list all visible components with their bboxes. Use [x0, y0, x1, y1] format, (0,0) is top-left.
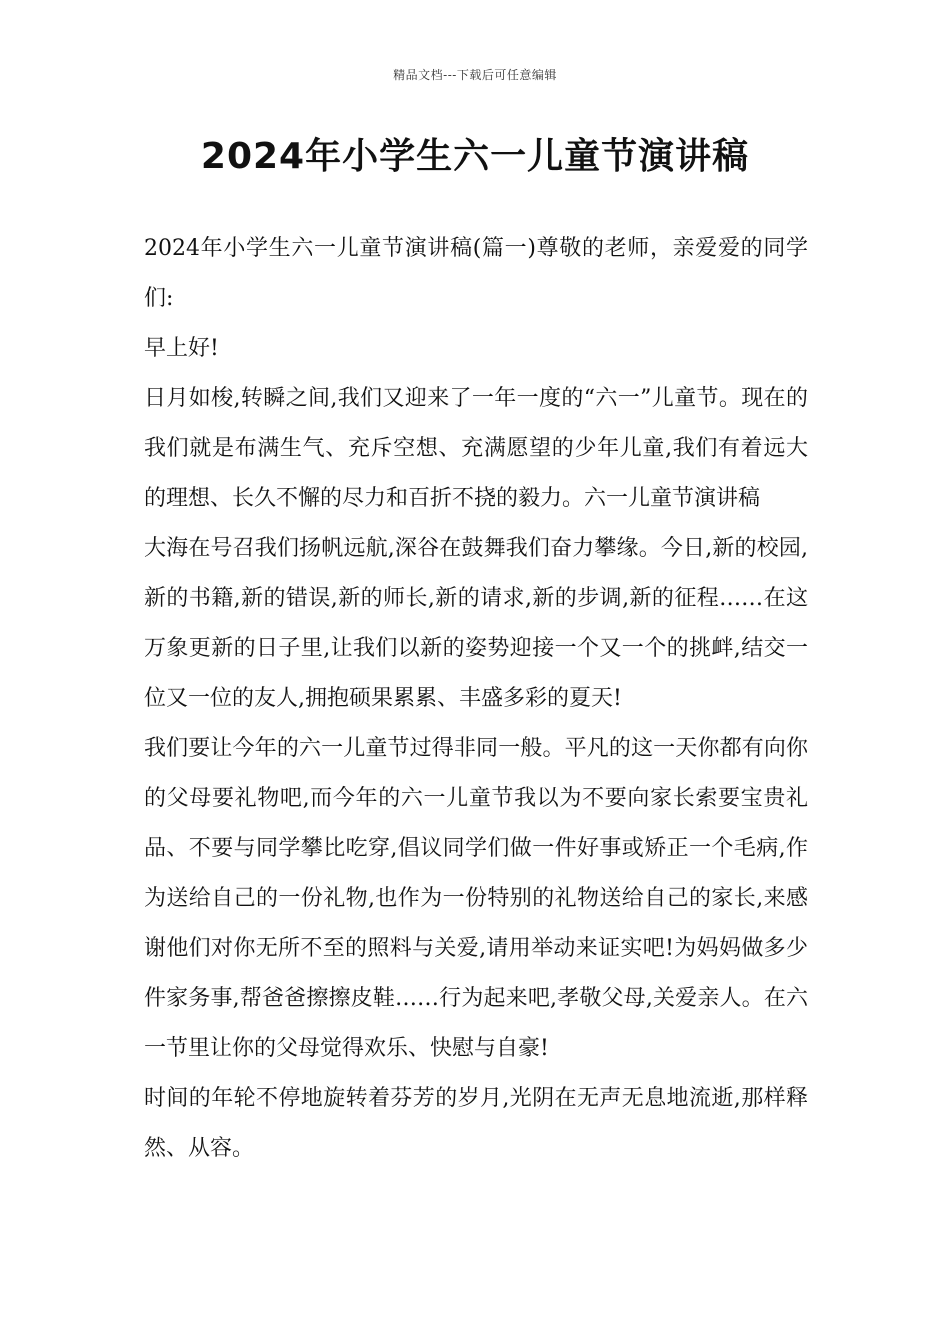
paragraph-greeting-line: 2024年小学生六一儿童节演讲稿(篇一)尊敬的老师，亲爱爱的同学们:	[144, 236, 808, 311]
document-title: 2024年小学生六一儿童节演讲稿	[200, 136, 750, 177]
document-body	[144, 224, 808, 1174]
paragraph-gift-to-parents: 我们要让今年的六一儿童节过得非同一般。平凡的这一天你都有向你的父母要礼物吧,而今年的六一儿童节我以为不要向家长索要宝贵礼品、不要与同学攀比吃穿,倡议同学们做一件好事或矫正一个毛病,作为送给自己的一份礼物,也作为一份特别的礼物送给自己的家长,来感谢他们对你无所不至的照料与关爱,请用举动来证实吧!为妈妈做多少件家务事,帮爸爸擦擦皮鞋……行为起来吧,孝敬父母,关爱亲人。在六一节里让你的父母觉得欢乐、快慰与自豪!	[144, 736, 808, 1061]
paragraph-good-morning: 早上好!	[144, 336, 219, 361]
paragraph-childrens-day: 日月如梭,转瞬之间,我们又迎来了一年一度的“六一”儿童节。现在的我们就是布满生气、充斥空想、充满愿望的少年儿童,我们有着远大的理想、长久不懈的尽力和百折不挠的毅力。六一儿童节演讲稿	[144, 386, 808, 511]
paragraph-new-journey: 大海在号召我们扬帆远航,深谷在鼓舞我们奋力攀缘。今日,新的校园,新的书籍,新的错误,新的师长,新的请求,新的步调,新的征程……在这万象更新的日子里,让我们以新的姿势迎接一个又一个的挑衅,结交一位又一位的友人,拥抱硕果累累、丰盛多彩的夏天!	[144, 536, 808, 711]
paragraph-time-passing: 时间的年轮不停地旋转着芬芳的岁月,光阴在无声无息地流逝,那样释然、从容。	[144, 1086, 808, 1161]
header-note: 精品文档---下载后可任意编辑	[393, 68, 557, 82]
